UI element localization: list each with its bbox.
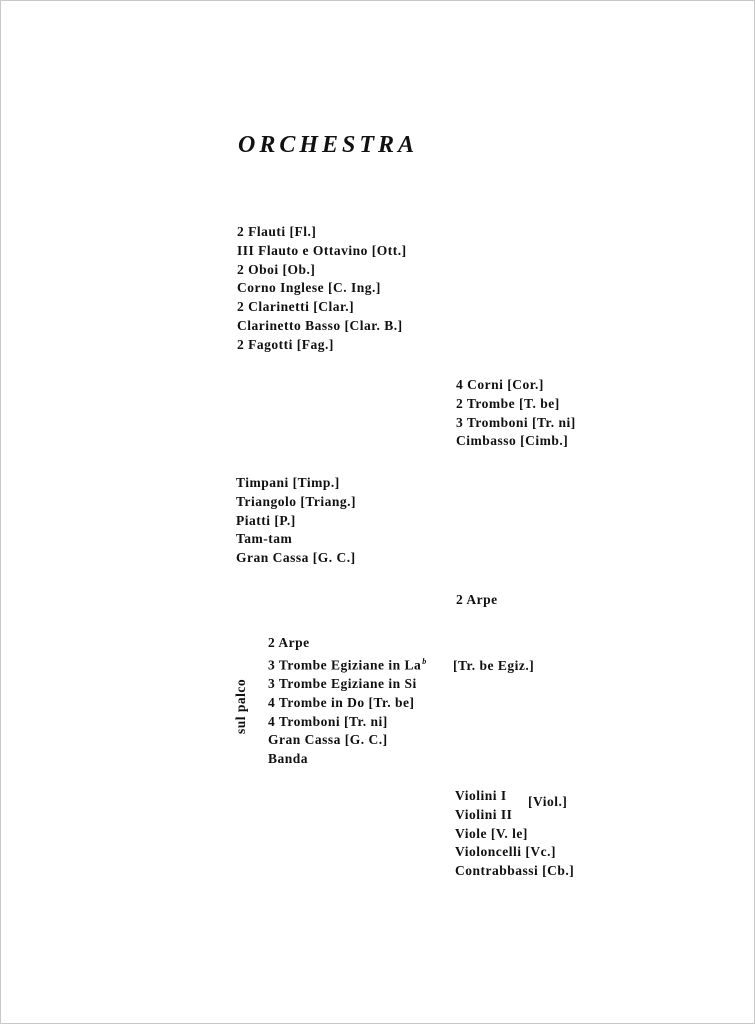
stage-group-label: sul palco: [233, 678, 248, 734]
instrument-item: Tam-tam: [236, 531, 293, 547]
instrument-item: Timpani [Timp.]: [236, 475, 340, 490]
instrument-item: 4 Trombe in Do [Tr. be]: [268, 694, 415, 710]
violini-abbreviation: [Viol.]: [528, 794, 568, 809]
instrument-item: Corno Inglese [C. Ing.]: [237, 280, 381, 296]
instrument-item: 2 Flauti [Fl.]: [237, 224, 317, 239]
page-title: ORCHESTRA: [238, 132, 419, 158]
instrument-item: 4 Tromboni [Tr. ni]: [268, 713, 388, 729]
instrument-item: 2 Fagotti [Fag.]: [237, 336, 334, 352]
instrument-item: Violoncelli [Vc.]: [455, 844, 556, 860]
woodwinds-list: [237, 223, 407, 355]
instrument-item: Contrabbassi [Cb.]: [455, 863, 575, 879]
flat-symbol: b: [422, 656, 427, 666]
instrument-item: 3 Trombe Egiziane in Si: [268, 676, 417, 692]
instrument-item: Piatti [P.]: [236, 512, 296, 528]
instrument-item: Gran Cassa [G. C.]: [268, 732, 388, 748]
egiziane-abbreviation: [Tr. be Egiz.]: [453, 658, 535, 673]
stage-list: [268, 634, 427, 769]
instrument-item: 2 Trombe [T. be]: [456, 395, 560, 411]
instrument-item: 2 Clarinetti [Clar.]: [237, 299, 355, 315]
instrument-item: Gran Cassa [G. C.]: [236, 550, 356, 566]
instrument-item: Cimbasso [Cimb.]: [456, 433, 569, 449]
harps-list: [456, 591, 498, 610]
instrument-item: 4 Corni [Cor.]: [456, 377, 544, 392]
instrument-item: 2 Oboi [Ob.]: [237, 261, 316, 277]
instrument-name: 3 Trombe Egiziane in La: [268, 657, 422, 673]
instrument-item: Violini II: [455, 806, 513, 822]
percussion-list: [236, 474, 356, 568]
instrument-item: Violini I: [455, 788, 507, 803]
instrument-item: 2 Arpe: [268, 635, 310, 650]
instrument-item: III Flauto e Ottavino [Ott.]: [237, 242, 407, 258]
instrument-item: 2 Arpe: [456, 592, 498, 607]
brass-list: [456, 376, 576, 451]
instrument-item: Clarinetto Basso [Clar. B.]: [237, 317, 403, 333]
instrument-item: 3 Tromboni [Tr. ni]: [456, 414, 576, 430]
instrument-item: Banda: [268, 751, 309, 767]
instrument-item: [268, 653, 427, 675]
instrument-item: Triangolo [Triang.]: [236, 493, 356, 509]
instrument-item: Viole [V. le]: [455, 825, 528, 841]
